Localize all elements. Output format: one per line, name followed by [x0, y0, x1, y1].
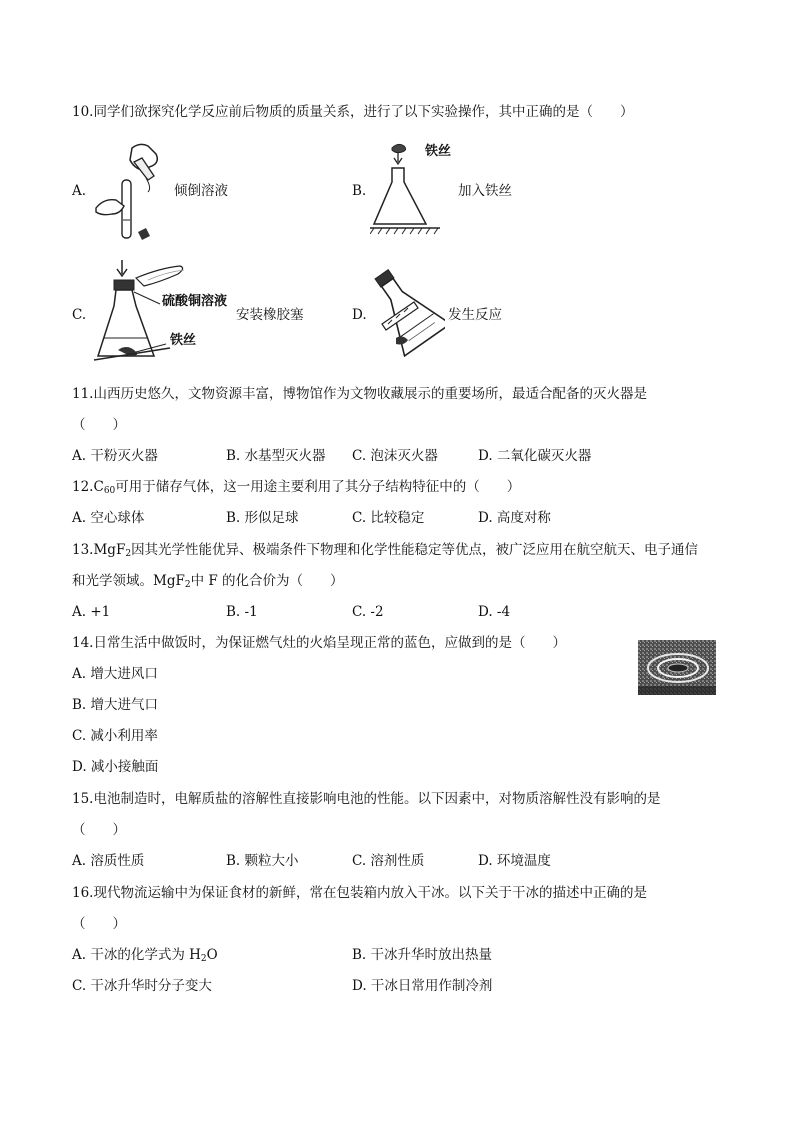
q10-option-c-iron-wire-label: 铁丝 [170, 333, 197, 348]
q10-option-a-caption: 倾倒溶液 [174, 183, 228, 199]
q10-option-c-caption: 安装橡胶塞 [236, 307, 304, 323]
q13-stem-line1-rest: 因其光学性能优异、极端条件下物理和化学性能稳定等优点，被广泛应用在航空航天、电子通信 [131, 542, 699, 558]
q14-option-b: B. 增大进气口 [72, 697, 159, 713]
q12-option-a: A. 空心球体 [72, 510, 145, 526]
q13-stem-line2-start: 和光学领域。 [72, 573, 153, 589]
q10-option-c-letter: C. [72, 307, 87, 323]
q11-stem-line1: 11.山西历史悠久，文物资源丰富，博物馆作为文物收藏展示的重要场所，最适合配备的灭火器是 [72, 386, 647, 402]
q10-option-d-caption: 发生反应 [448, 307, 502, 323]
q16-stem-line1: 16.现代物流运输中为保证食材的新鲜，常在包装箱内放入干冰。以下关于干冰的描述中正确的是 [72, 885, 647, 901]
q12-formula-subscript: 60 [103, 486, 116, 496]
q15-option-a: A. 溶质性质 [72, 853, 145, 869]
q12-stem [72, 478, 520, 500]
q16-option-a [72, 946, 218, 968]
q11-option-b: B. 水基型灭火器 [226, 448, 326, 464]
q10-option-d-letter: D. [352, 307, 367, 323]
q16-option-a-tail: O [206, 947, 218, 963]
q16-option-a-text: A. 干冰的化学式为 H [72, 947, 201, 963]
q15-stem-line2: （ ） [72, 822, 126, 838]
q12-option-b: B. 形似足球 [226, 510, 299, 526]
q16-option-c: C. 干冰升华时分子变大 [72, 978, 212, 994]
q14-stem: 14.日常生活中做饭时，为保证燃气灶的火焰呈现正常的蓝色，应做到的是（ ） [72, 635, 566, 651]
q16-option-b: B. 干冰升华时放出热量 [352, 947, 493, 963]
q12-option-d: D. 高度对称 [478, 510, 551, 526]
q11-option-d: D. 二氧化碳灭火器 [478, 448, 592, 464]
q10-option-a-letter: A. [72, 183, 87, 199]
q11-option-c: C. 泡沫灭火器 [352, 448, 438, 464]
installing-rubber-stopper-figure [90, 258, 230, 366]
q15-stem-line1: 15.电池制造时，电解质盐的溶解性直接影响电池的性能。以下因素中，对物质溶解性没有影响的是 [72, 791, 661, 807]
q12-number: 12. [72, 479, 94, 495]
q13-formula-1-subscript: 2 [125, 549, 132, 559]
q10-option-b-iron-wire-label: 铁丝 [425, 144, 452, 159]
q15-option-c: C. 溶剂性质 [352, 853, 425, 869]
q14-option-c: C. 减小利用率 [72, 728, 158, 744]
q13-option-b: B. -1 [226, 604, 258, 620]
pouring-solution-figure [90, 140, 185, 250]
q12-formula: C [93, 479, 104, 495]
q11-stem-line2: （ ） [72, 417, 126, 433]
q15-option-d: D. 环境温度 [478, 853, 551, 869]
q12-option-c: C. 比较稳定 [352, 510, 425, 526]
q10-option-b-letter: B. [352, 183, 367, 199]
q14-option-d: D. 减小接触面 [72, 759, 159, 775]
q13-formula-2-subscript: 2 [184, 580, 191, 590]
q12-stem-rest: 可用于储存气体，这一用途主要利用了其分子结构特征中的（ ） [115, 479, 521, 495]
gas-stove-photo [638, 640, 716, 695]
q11-option-a: A. 干粉灭火器 [72, 448, 158, 464]
q13-number: 13. [72, 542, 94, 558]
q13-formula-1: MgF [93, 542, 126, 558]
q16-option-a-subscript: 2 [200, 954, 207, 964]
q13-stem-line2 [72, 572, 344, 594]
q13-stem-line2-end: 中 F 的化合价为（ ） [190, 573, 344, 589]
q15-option-b: B. 颗粒大小 [226, 853, 299, 869]
reaction-occurring-figure [370, 262, 445, 357]
q10-option-b-caption: 加入铁丝 [458, 183, 512, 199]
q14-option-a: A. 增大进风口 [72, 666, 158, 682]
q16-option-d: D. 干冰日常用作制冷剂 [352, 978, 493, 994]
q16-stem-line2: （ ） [72, 916, 126, 932]
q13-formula-2: MgF [153, 573, 185, 589]
q13-option-c: C. -2 [352, 604, 384, 620]
q13-option-a: A. +1 [72, 604, 111, 620]
q13-option-d: D. -4 [478, 604, 511, 620]
q10-stem: 10.同学们欲探究化学反应前后物质的质量关系，进行了以下实验操作，其中正确的是（ ） [72, 104, 634, 120]
q13-stem-line1 [72, 541, 698, 563]
q10-option-c-copper-sulfate-label: 硫酸铜溶液 [162, 294, 228, 309]
